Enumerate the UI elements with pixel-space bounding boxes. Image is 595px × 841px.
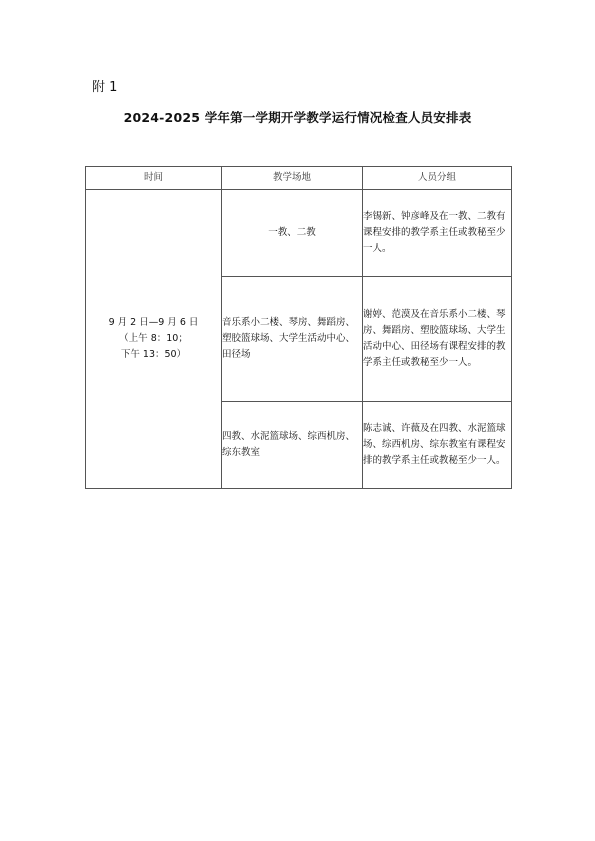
time-morning: （上午 8：10； (119, 333, 188, 344)
time-afternoon: 下午 13：50） (120, 349, 187, 360)
table-header-row (86, 167, 512, 190)
staff-cell: 李锡新、钟彦峰及在一教、二教有课程安排的教学系主任或教秘至少一人。 (363, 190, 512, 277)
header-venue: 教学场地 (222, 167, 363, 190)
venue-cell: 四教、水泥篮球场、综西机房、综东教室 (222, 402, 363, 489)
inspection-schedule-table (85, 166, 512, 489)
header-staff: 人员分组 (363, 167, 512, 190)
staff-cell: 陈志诚、许薇及在四教、水泥篮球场、综西机房、综东教室有课程安排的教学系主任或教秘至少一人。 (363, 402, 512, 489)
document-title: 2024-2025 学年第一学期开学教学运行情况检查人员安排表 (123, 110, 472, 125)
staff-cell: 谢婷、范漠及在音乐系小二楼、琴房、舞蹈房、塑胶篮球场、大学生活动中心、田径场有课程安排的教学系主任或教秘至少一人。 (363, 277, 512, 402)
time-cell (86, 190, 222, 489)
venue-cell: 音乐系小二楼、琴房、舞蹈房、塑胶篮球场、大学生活动中心、田径场 (222, 277, 363, 402)
time-date-range: 9 月 2 日—9 月 6 日 (108, 317, 199, 328)
table-row (86, 190, 512, 277)
attachment-label: 附 1 (92, 80, 118, 95)
venue-cell: 一教、二教 (222, 190, 363, 277)
header-time: 时间 (86, 167, 222, 190)
